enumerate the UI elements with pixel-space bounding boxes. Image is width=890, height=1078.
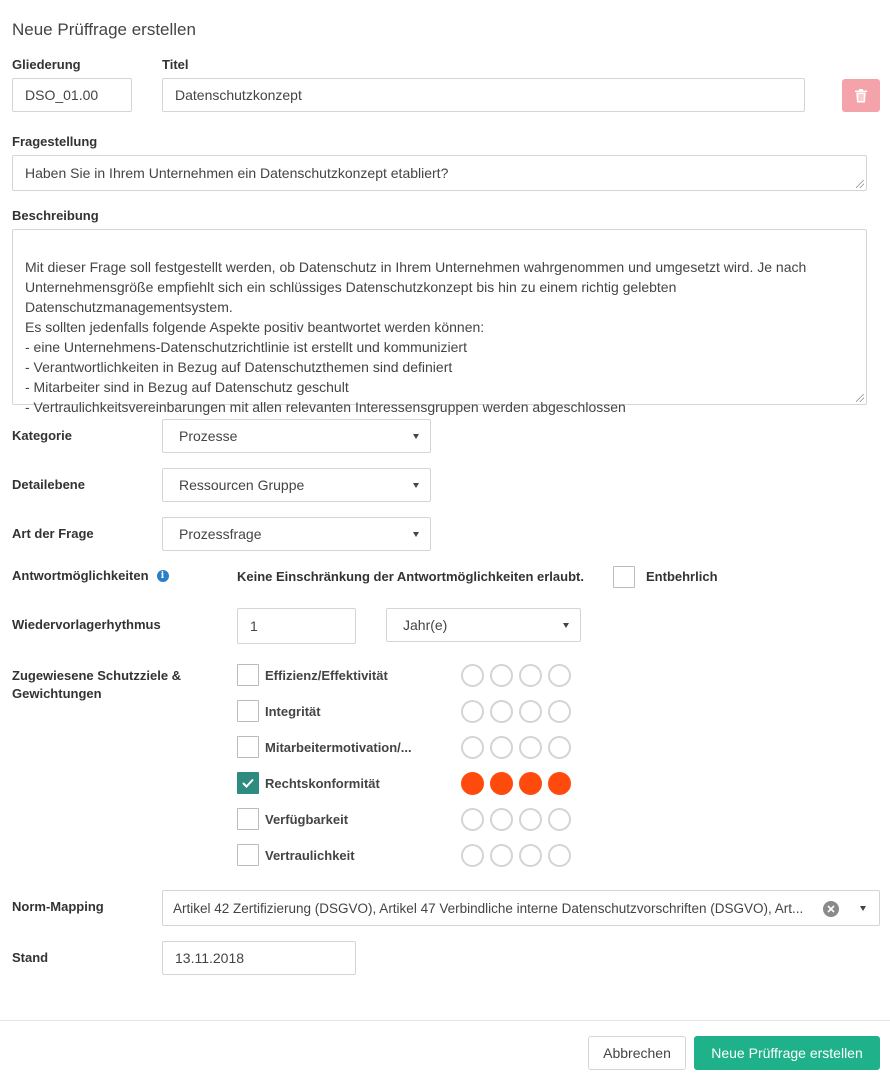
weight-circle[interactable]	[548, 844, 571, 867]
caret-down-icon	[413, 434, 419, 439]
weight-circle[interactable]	[548, 736, 571, 759]
weight-selector	[461, 736, 571, 759]
gliederung-value: DSO_01.00	[25, 87, 99, 103]
weight-circle[interactable]	[490, 772, 513, 795]
entbehrlich-checkbox[interactable]	[613, 566, 635, 588]
schutzziel-row	[237, 837, 571, 873]
weight-circle[interactable]	[519, 772, 542, 795]
wiedervorlage-label: Wiedervorlagerhythmus	[12, 617, 161, 632]
caret-down-icon[interactable]	[860, 906, 866, 911]
kategorie-value: Prozesse	[179, 428, 238, 444]
wiedervorlage-unit-select[interactable]	[386, 608, 581, 642]
resize-grip-icon[interactable]	[856, 394, 864, 402]
beschreibung-value: Mit dieser Frage soll festgestellt werden, ob Datenschutz in Ihrem Unternehmen wahrgenommen und umgesetzt wird. Je nach Unternehmensgröße empfiehlt sich ein schlüssiges Datenschutzkonzept bis hin zu einem richtig gelebten Datenschutzmanagementsystem. Es sollten jedenfalls folgende Aspekte positiv beantwortet werden können: - eine Unternehmens-Datenschutzrichtlinie ist erstellt und kommuniziert - Verantwortlichkeiten in Bezug auf Datenschutzthemen sind definiert - Mitarbeiter sind in Bezug auf Datenschutz geschult - Vertraulichkeitsvereinbarungen mit allen relevanten Interessensgruppen werden abgeschlossen	[25, 259, 807, 415]
weight-circle[interactable]	[490, 664, 513, 687]
schutzziel-row	[237, 657, 571, 693]
norm-mapping-value: Artikel 42 Zertifizierung (DSGVO), Artikel 47 Verbindliche interne Datenschutzvorschriften (DSGVO), Art...	[173, 900, 804, 916]
cancel-button[interactable]: Abbrechen	[588, 1036, 686, 1070]
weight-circle[interactable]	[461, 808, 484, 831]
schutzziel-row	[237, 693, 571, 729]
norm-mapping-label: Norm-Mapping	[12, 899, 104, 914]
beschreibung-textarea[interactable]	[12, 229, 867, 415]
art-der-frage-select[interactable]	[162, 517, 431, 551]
antwort-label-group	[12, 568, 169, 583]
schutzziel-checkbox[interactable]	[237, 808, 259, 830]
antwort-text: Keine Einschränkung der Antwortmöglichkeiten erlaubt.	[237, 569, 584, 584]
check-icon	[242, 778, 254, 788]
caret-down-icon	[563, 623, 569, 628]
weight-selector	[461, 808, 571, 831]
fragestellung-input[interactable]	[12, 155, 867, 191]
page-title: Neue Prüffrage erstellen	[12, 20, 196, 39]
weight-circle[interactable]	[548, 664, 571, 687]
stand-label: Stand	[12, 950, 49, 965]
schutzziele-label: Zugewiesene Schutzziele & Gewichtungen	[12, 668, 182, 701]
kategorie-label: Kategorie	[12, 428, 72, 443]
titel-label: Titel	[162, 57, 189, 72]
schutzziel-row	[237, 801, 571, 837]
titel-input[interactable]	[162, 78, 805, 112]
stand-value: 13.11.2018	[175, 950, 245, 966]
schutzziel-row	[237, 729, 571, 765]
detailebene-value: Ressourcen Gruppe	[179, 477, 305, 493]
schutzziel-label: Vertraulichkeit	[265, 847, 355, 863]
fragestellung-value: Haben Sie in Ihrem Unternehmen ein Datenschutzkonzept etabliert?	[25, 165, 449, 181]
art-der-frage-label: Art der Frage	[12, 526, 94, 541]
weight-circle[interactable]	[519, 808, 542, 831]
weight-circle[interactable]	[548, 808, 571, 831]
schutzziel-label: Rechtskonformität	[265, 775, 380, 791]
schutzziel-label: Effizienz/Effektivität	[265, 667, 388, 683]
weight-circle[interactable]	[461, 736, 484, 759]
detailebene-select[interactable]	[162, 468, 431, 502]
titel-value: Datenschutzkonzept	[175, 87, 302, 103]
beschreibung-label: Beschreibung	[12, 208, 99, 223]
weight-selector	[461, 772, 571, 795]
clear-icon[interactable]	[823, 901, 839, 917]
weight-circle[interactable]	[519, 700, 542, 723]
resize-grip-icon[interactable]	[856, 180, 864, 188]
schutzziel-label: Integrität	[265, 703, 321, 719]
weight-selector	[461, 664, 571, 687]
weight-circle[interactable]	[519, 844, 542, 867]
entbehrlich-label: Entbehrlich	[646, 569, 718, 584]
weight-circle[interactable]	[461, 844, 484, 867]
caret-down-icon	[413, 483, 419, 488]
stand-input[interactable]	[162, 941, 356, 975]
weight-selector	[461, 844, 571, 867]
info-icon[interactable]: i	[157, 570, 169, 582]
kategorie-select[interactable]	[162, 419, 431, 453]
antwort-label: Antwortmöglichkeiten	[12, 568, 149, 583]
detailebene-label: Detailebene	[12, 477, 85, 492]
weight-circle[interactable]	[461, 664, 484, 687]
art-der-frage-value: Prozessfrage	[179, 526, 262, 542]
weight-selector	[461, 700, 571, 723]
weight-circle[interactable]	[519, 736, 542, 759]
norm-mapping-select[interactable]	[162, 890, 880, 926]
wiedervorlage-input[interactable]	[237, 608, 356, 644]
schutzziel-checkbox[interactable]	[237, 700, 259, 722]
weight-circle[interactable]	[519, 664, 542, 687]
footer-divider	[0, 1020, 890, 1021]
wiedervorlage-value: 1	[250, 618, 258, 634]
delete-button[interactable]	[842, 79, 880, 112]
fragestellung-label: Fragestellung	[12, 134, 98, 149]
weight-circle[interactable]	[490, 736, 513, 759]
create-button[interactable]: Neue Prüffrage erstellen	[694, 1036, 880, 1070]
weight-circle[interactable]	[548, 700, 571, 723]
gliederung-input[interactable]	[12, 78, 132, 112]
schutzziel-label: Verfügbarkeit	[265, 811, 349, 827]
weight-circle[interactable]	[548, 772, 571, 795]
schutzziel-checkbox[interactable]	[237, 844, 259, 866]
weight-circle[interactable]	[490, 700, 513, 723]
schutzziel-row	[237, 765, 571, 801]
weight-circle[interactable]	[490, 844, 513, 867]
weight-circle[interactable]	[461, 700, 484, 723]
schutzziel-checkbox[interactable]	[237, 736, 259, 758]
caret-down-icon	[413, 532, 419, 537]
weight-circle[interactable]	[490, 808, 513, 831]
wiedervorlage-unit-value: Jahr(e)	[403, 617, 448, 633]
weight-circle[interactable]	[461, 772, 484, 795]
trash-icon	[855, 89, 867, 103]
schutzziele-list	[237, 657, 571, 873]
gliederung-label: Gliederung	[12, 57, 81, 72]
schutzziel-checkbox[interactable]	[237, 664, 259, 686]
schutzziel-checkbox[interactable]	[237, 772, 259, 794]
schutzziel-label: Mitarbeitermotivation/...	[265, 739, 412, 755]
